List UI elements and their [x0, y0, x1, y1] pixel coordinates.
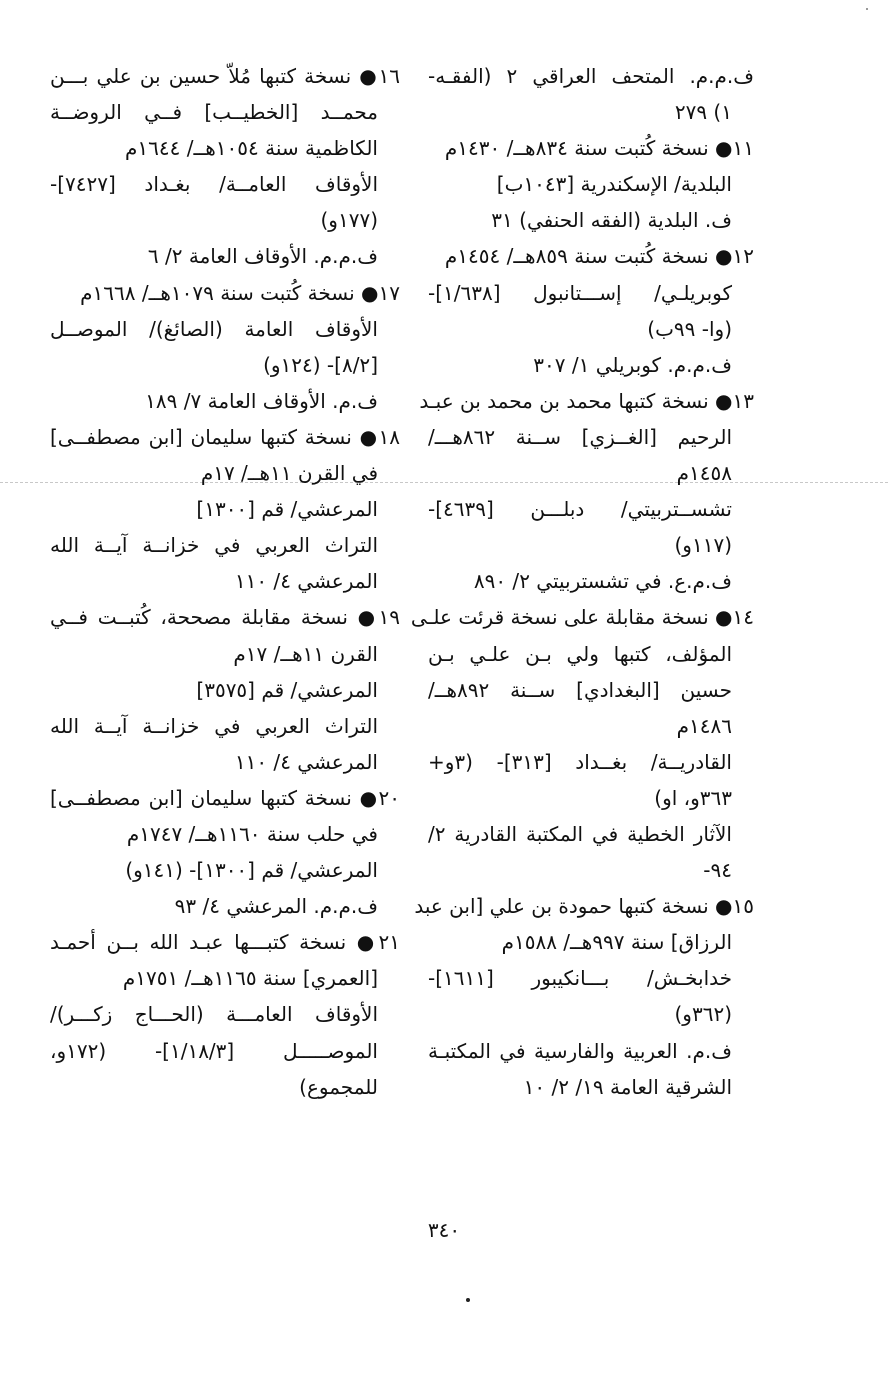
text-line: في حلب سنة ١١٦٠هــ/ ١٧٤٧م — [126, 821, 378, 846]
text-line: الشرقية العامة ١٩/ ٢/ ١٠ — [523, 1074, 732, 1099]
text-line: ١١● نسخة كُتبت سنة ٨٣٤هــ/ ١٤٣٠م — [444, 136, 754, 161]
text-line: ١٢● نسخة كُتبت سنة ٨٥٩هــ/ ١٤٥٤م — [444, 244, 754, 269]
text-line: ف. البلدية (الفقه الحنفي) ٣١ — [491, 208, 732, 233]
text-line: القرن ١١هــ/ ١٧م — [233, 641, 378, 666]
text-line: التراث العربي في خزانــة آيــة الله — [50, 713, 378, 738]
text-line: للمجموع) — [299, 1074, 378, 1099]
text-line: (وا- ٩٩ب) — [647, 316, 732, 341]
text-line: التراث العربي في خزانــة آيــة الله — [50, 533, 378, 558]
text-line: حسين [البغدادي] ســنة ٨٩٢هــ/ — [428, 677, 732, 702]
scan-speck — [466, 1298, 470, 1302]
text-line: الأوقاف العامة (الصائغ)/ الموصــل — [50, 316, 378, 341]
text-line: ف.م.م. المرعشي ٤/ ٩٣ — [174, 894, 378, 919]
text-line: الموصـــــل [١/١٨/٣]- (١٧٢و، — [50, 1038, 378, 1063]
text-line: (٣٦٢و) — [674, 1002, 732, 1027]
text-line: المرعشي/ قم [١٣٠٠] — [196, 497, 378, 522]
text-line: المرعشي ٤/ ١١٠ — [234, 749, 378, 774]
text-line: الكاظمية سنة ١٠٥٤هــ/ ١٦٤٤م — [125, 136, 378, 161]
text-line: ١٨● نسخة كتبها سليمان [ابن مصطفــى] — [50, 424, 400, 449]
text-line: محمــد [الخطيــب] فــي الروضــة — [50, 100, 378, 125]
text-line: الرزاق] سنة ٩٩٧هــ/ ١٥٨٨م — [501, 930, 732, 955]
text-line: ١٤● نسخة مقابلة على نسخة قرئت علـى — [410, 605, 754, 630]
text-line: ف.م.م. الأوقاف العامة ٢/ ٦ — [147, 244, 378, 269]
text-line: في القرن ١١هــ/ ١٧م — [200, 461, 378, 486]
text-line: ف.م.م. كوبريلي ١/ ٣٠٧ — [533, 352, 732, 377]
text-line: الرحيم [الغــزي] ســنة ٨٦٢هـــ/ — [428, 424, 732, 449]
text-line: ٢١● نسخة كتبـــها عبـد الله بــن أحمـد — [50, 930, 400, 955]
text-line: الأوقاف العامــة/ بغـداد [٧٤٢٧]- — [50, 172, 378, 197]
text-line: ١٧● نسخة كُتبت سنة ١٠٧٩هــ/ ١٦٦٨م — [80, 280, 400, 305]
text-line: ف.م. الأوقاف العامة ٧/ ١٨٩ — [145, 388, 378, 413]
text-line: ١٩● نسخة مقابلة مصححة، كُتبــت فــي — [50, 605, 400, 630]
text-line: القادريــة/ بغــداد [٣١٣]- (٣و+ — [428, 749, 732, 774]
text-line: المرعشي/ قم [١٣٠٠]- (١٤١و) — [125, 858, 378, 883]
text-line: المرعشي ٤/ ١١٠ — [234, 569, 378, 594]
text-line: ف.م.ع. في تشستربيتي ٢/ ٨٩٠ — [473, 569, 732, 594]
text-line: الأوقاف العامـــة (الحـــاج زكـــر)/ — [50, 1002, 378, 1027]
text-line: (١١٧و) — [674, 533, 732, 558]
page-number: ٣٤٠ — [427, 1218, 461, 1242]
text-line: خدابخـش/ بـــانكيبور [١٦١١]- — [428, 966, 732, 991]
text-line: ١٦● نسخة كتبها مُلاّ حسين بن علي بـــن — [50, 64, 400, 88]
text-line: كوبريلـي/ إســـتانبول [١/٦٣٨]- — [428, 280, 732, 305]
text-line: ١٣● نسخة كتبها محمد بن محمد بن عبـد — [419, 388, 754, 413]
text-line: ف.م. العربية والفارسية في المكتبـة — [428, 1038, 732, 1063]
text-line: ١٥● نسخة كتبها حمودة بن علي [ابن عبد — [414, 894, 754, 919]
text-line: المؤلف، كتبها ولي بـن علـي بـن — [428, 641, 732, 666]
scan-dot — [866, 8, 868, 10]
text-line: ف.م.م. المتحف العراقي ٢ (الفقـه- — [428, 64, 755, 88]
text-line: [٨/٢]- (١٢٤و) — [263, 352, 378, 377]
text-line: البلدية/ الإسكندرية [١٠٤٣ب] — [496, 172, 732, 197]
text-line: ٣٦٣و، او) — [654, 785, 732, 810]
text-line: (١٧٧و) — [320, 208, 378, 233]
text-line: المرعشي/ قم [٣٥٧٥] — [196, 677, 378, 702]
text-line: [العمري] سنة ١١٦٥هــ/ ١٧٥١م — [122, 966, 378, 991]
text-line: ١) ٢٧٩ — [674, 100, 732, 125]
text-line: ٢٠● نسخة كتبها سليمان [ابن مصطفــى] — [50, 785, 400, 810]
text-line: ١٤٨٦م — [676, 713, 732, 738]
text-line: الآثار الخطية في المكتبة القادرية ٢/ — [428, 821, 732, 846]
text-line: ١٤٥٨م — [676, 461, 732, 486]
left-column — [50, 58, 400, 1105]
right-column — [410, 58, 755, 1105]
text-line: ٩٤- — [703, 858, 732, 883]
text-line: تشســتربيتي/ دبلـــن [٤٦٣٩]- — [428, 497, 732, 522]
